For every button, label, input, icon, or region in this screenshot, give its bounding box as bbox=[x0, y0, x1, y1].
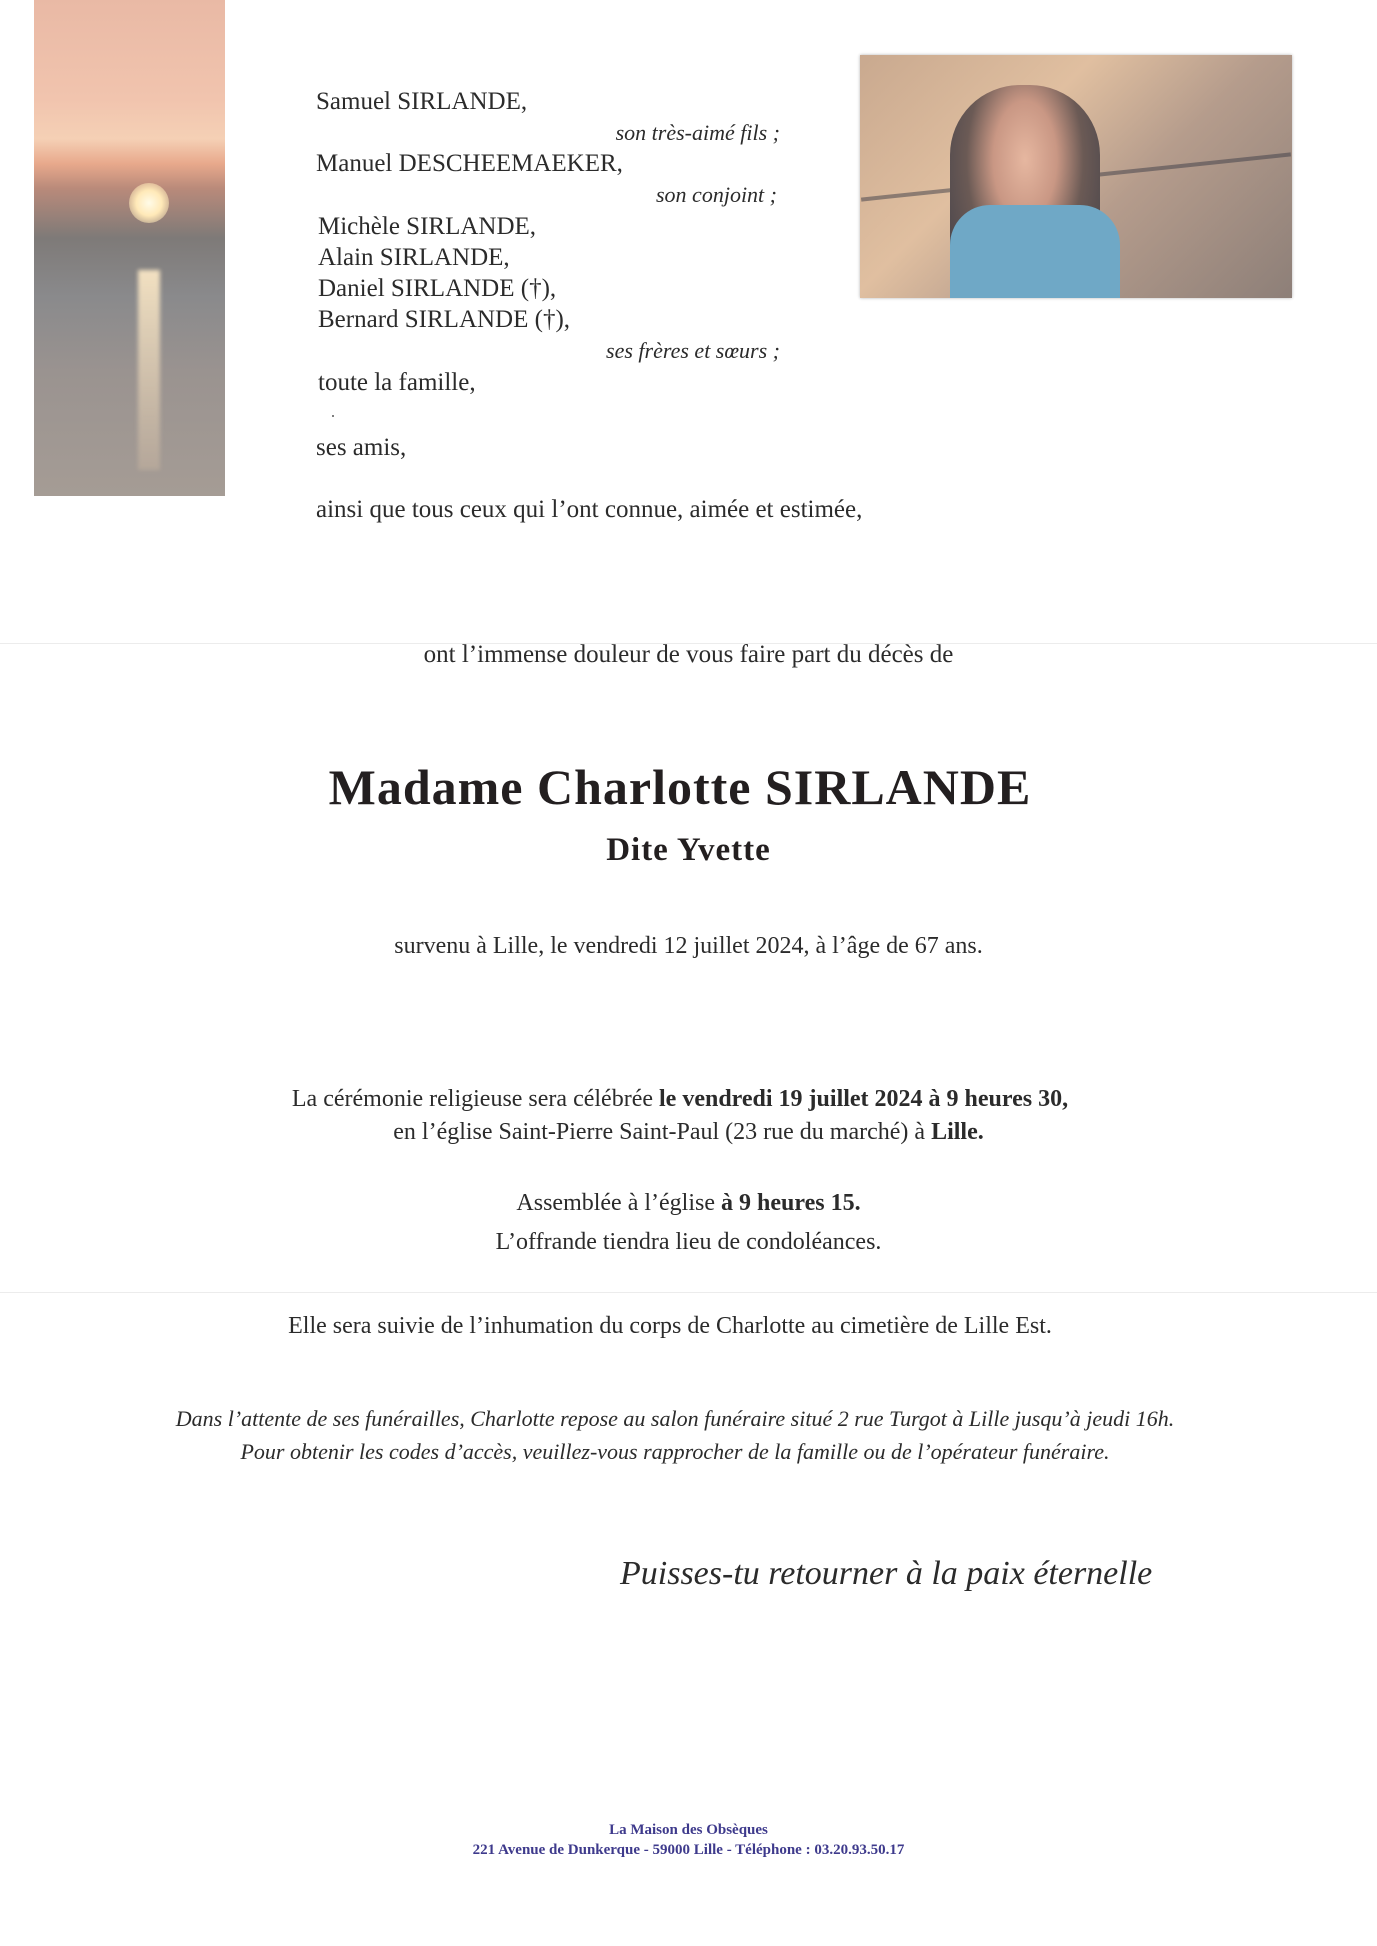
assembly-line bbox=[0, 1190, 1377, 1217]
family-spouse: Manuel DESCHEEMAEKER, bbox=[316, 150, 623, 177]
family-son-role: son très-aimé fils ; bbox=[615, 120, 780, 145]
portrait-photo bbox=[860, 55, 1292, 298]
divider bbox=[0, 1292, 1377, 1293]
ceremony-location: en l’église Saint-Pierre Saint-Paul (23 rue du marché) à bbox=[393, 1119, 932, 1145]
family-friends: ses amis, bbox=[316, 434, 407, 461]
family-sibling: Daniel SIRLANDE (†), bbox=[318, 275, 557, 302]
ceremony-line1 bbox=[0, 1086, 1360, 1113]
announcement-intro: ont l’immense douleur de vous faire part du décès de bbox=[423, 641, 954, 668]
photo-scarf bbox=[950, 205, 1120, 298]
ceremony-line1-text: La cérémonie religieuse sera célébrée bbox=[291, 1086, 659, 1112]
ceremony-date: le vendredi 19 juillet 2024 à 9 heures 30, bbox=[659, 1086, 1069, 1112]
family-spouse-role: son conjoint ; bbox=[656, 182, 777, 207]
family-sibling: Bernard SIRLANDE (†), bbox=[318, 306, 571, 333]
family-all-others: ainsi que tous ceux qui l’ont connue, aimée et estimée, bbox=[316, 496, 863, 523]
assembly-time: à 9 heures 15. bbox=[721, 1190, 861, 1216]
family-sibling: Alain SIRLANDE, bbox=[318, 244, 510, 271]
funeral-home-address: 221 Avenue de Dunkerque - 59000 Lille - Téléphone : 03.20.93.50.17 bbox=[472, 1842, 905, 1858]
ceremony-city: Lille. bbox=[931, 1119, 984, 1145]
notice-line1: Dans l’attente de ses funérailles, Charlotte repose au salon funéraire situé 2 rue Turgot à Lille jusqu’à jeudi 16h. bbox=[175, 1406, 1175, 1431]
offering-line: L’offrande tiendra lieu de condoléances. bbox=[495, 1229, 882, 1255]
family-siblings-role: ses frères et sœurs ; bbox=[606, 338, 780, 363]
notice-line2: Pour obtenir les codes d’accès, veuillez-vous rapprocher de la famille ou de l’opérateur funéraire. bbox=[240, 1439, 1110, 1464]
assembly-text: Assemblée à l’église bbox=[516, 1190, 722, 1216]
ink-speck bbox=[332, 415, 334, 417]
deceased-name: Madame Charlotte SIRLANDE bbox=[328, 759, 1032, 815]
death-info: survenu à Lille, le vendredi 12 juillet 2024, à l’âge de 67 ans. bbox=[394, 933, 983, 959]
sunset-image bbox=[34, 0, 225, 496]
burial-line: Elle sera suivie de l’inhumation du corps de Charlotte au cimetière de Lille Est. bbox=[288, 1313, 1052, 1339]
closing-phrase: Puisses-tu retourner à la paix éternelle bbox=[620, 1555, 1153, 1592]
sun-glow bbox=[129, 183, 169, 223]
sun-reflection bbox=[138, 270, 160, 470]
family-sibling: Michèle SIRLANDE, bbox=[318, 213, 537, 240]
funeral-home-name: La Maison des Obsèques bbox=[609, 1822, 768, 1838]
family-son: Samuel SIRLANDE, bbox=[316, 88, 528, 115]
deceased-alias: Dite Yvette bbox=[606, 832, 771, 868]
ceremony-line2 bbox=[0, 1119, 1377, 1146]
family-whole: toute la famille, bbox=[318, 369, 476, 396]
